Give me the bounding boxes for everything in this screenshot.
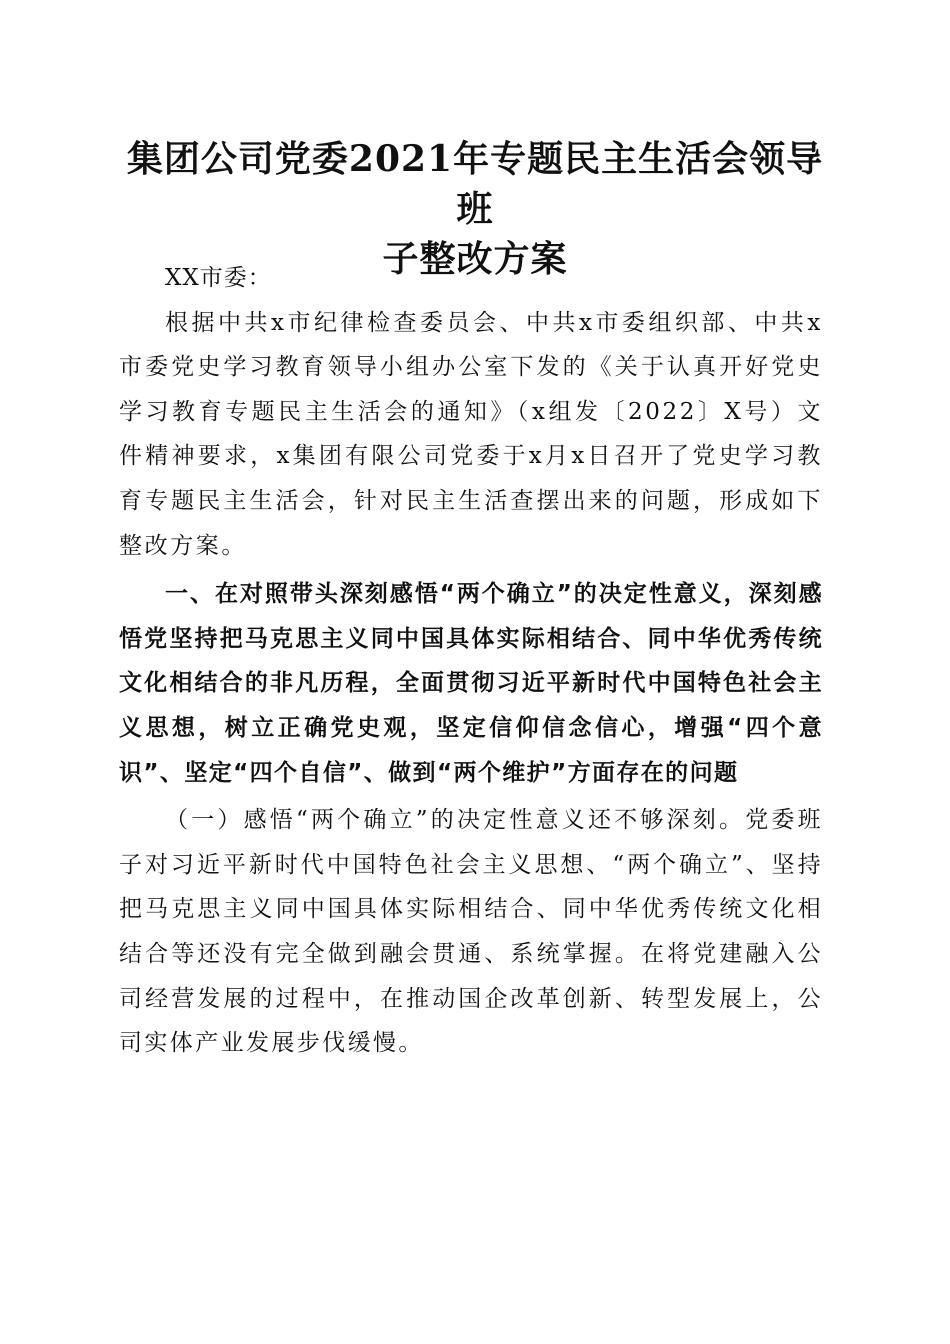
title-line-1: 集团公司党委2021年专题民主生活会领导班 [126, 138, 824, 230]
document-body [119, 256, 823, 1066]
section-1-item-1: （一）感悟“两个确立”的决定性意义还不够深刻。党委班子对习近平新时代中国特色社会主义思想、“两个确立”、坚持把马克思主义同中国具体实际相结合、同中华优秀传统文化相结合等还没有完全做到融会贯通、系统掌握。在将党建融入公司经营发展的过程中，在推动国企改革创新、转型发展上，公司实体产业发展步伐缓慢。 [119, 807, 823, 1057]
title-line-2: 子整改方案 [382, 238, 568, 280]
salutation: XX市委： [165, 265, 272, 291]
intro-paragraph: 根据中共x市纪律检查委员会、中共x市委组织部、中共x市委党史学习教育领导小组办公室下发的《关于认真开好党史学习教育专题民主生活会的通知》（x组发〔2022〕X号）文件精神要求，x集团有限公司党委于x月x日召开了党史学习教育专题民主生活会，针对民主生活查摆出来的问题，形成如下整改方案。 [119, 309, 823, 559]
section-1-heading: 一、在对照带头深刻感悟“两个确立”的决定性意义，深刻感悟党坚持把马克思主义同中国具体实际相结合、同中华优秀传统文化相结合的非凡历程，全面贯彻习近平新时代中国特色社会主义思想，树立正确党史观，坚定信仰信念信心，增强“四个意识”、坚定“四个自信”、做到“两个维护”方面存在的问题 [119, 581, 823, 786]
